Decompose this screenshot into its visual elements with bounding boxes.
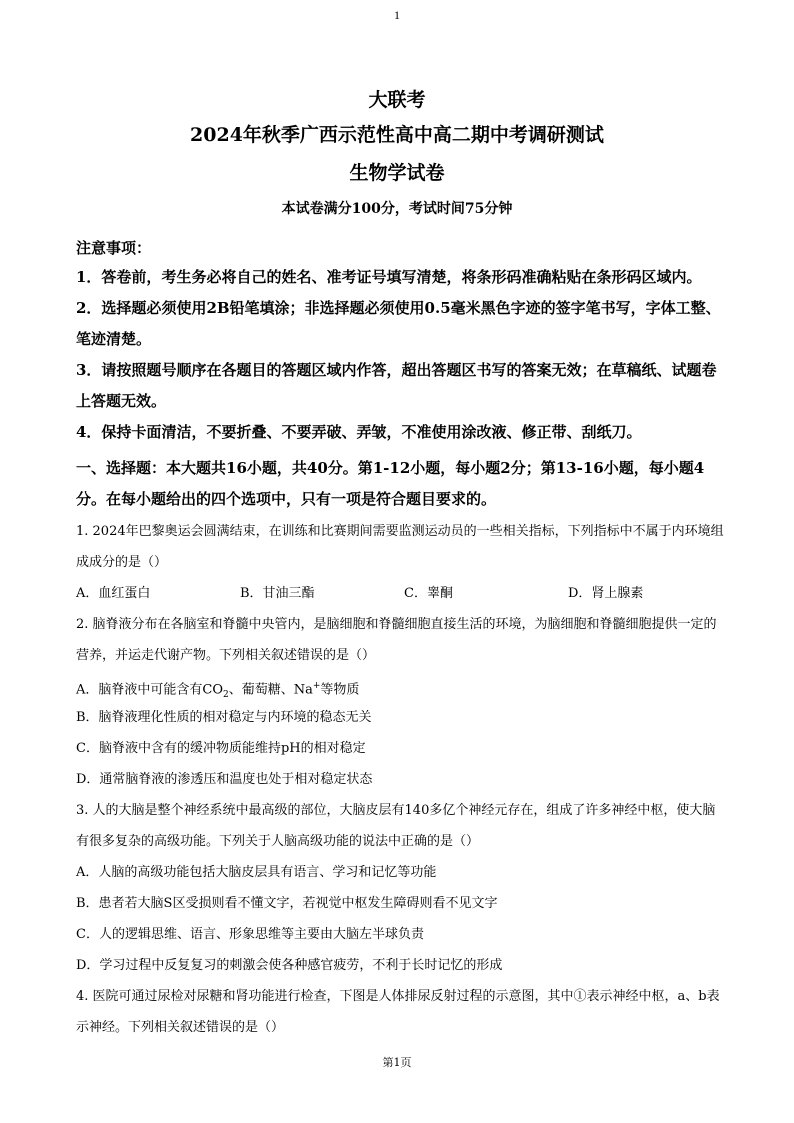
notice-item: 4．保持卡面清洁，不要折叠、不要弄破、弄皱，不准使用涂改液、修正带、刮纸刀。 bbox=[76, 423, 642, 441]
question-stem: 2. 脑脊液分布在各脑室和脊髓中央管内，是脑细胞和脊髓细胞直接生活的环境，为脑细胞和脊髓细胞提供一定的营养，并运走代谢产物。下列相关叙述错误的是（） bbox=[76, 617, 717, 663]
option-a bbox=[76, 671, 724, 702]
brand-title: 大联考 bbox=[368, 89, 426, 111]
notice-heading: 注意事项： bbox=[76, 239, 152, 257]
option-c: C．人的逻辑思维、语言、形象思维等主要由大脑左半球负责 bbox=[76, 927, 424, 942]
option-b: B．患者若大脑S区受损则看不懂文字，若视觉中枢发生障碍则看不见文字 bbox=[76, 896, 498, 911]
subscript: 2 bbox=[223, 689, 229, 700]
section-heading: 一、选择题：本大题共16小题，共40分。第1-12小题，每小题2分；第13-16小题，每小题4分。在每小题给出的四个选项中，只有一项是符合题目要求的。 bbox=[76, 459, 705, 508]
question-1 bbox=[76, 516, 724, 609]
notice-item: 2．选择题必须使用2B铅笔填涂；非选择题必须使用0.5毫米黑色字迹的签字笔书写，字体工整、笔迹清楚。 bbox=[76, 299, 721, 348]
question-stem: 3. 人的大脑是整个神经系统中最高级的部位，大脑皮层有140多亿个神经元存在，组成了许多神经中枢，使大脑有很多复杂的高级功能。下列关于人脑高级功能的说法中正确的是（） bbox=[76, 803, 716, 849]
option-a-text: 等物质 bbox=[320, 682, 360, 698]
option-row bbox=[76, 578, 724, 609]
question-2 bbox=[76, 609, 724, 795]
option-d: D．学习过程中反复复习的刺激会使各种感官疲劳，不利于长时记忆的形成 bbox=[76, 958, 503, 973]
option-a: A．血红蛋白 bbox=[76, 586, 151, 601]
option-a: A．人脑的高级功能包括大脑皮层具有语言、学习和记忆等功能 bbox=[76, 865, 437, 880]
option-c: C．脑脊液中含有的缓冲物质能维持pH的相对稳定 bbox=[76, 741, 366, 756]
option-a-text: 、葡萄糖、Na bbox=[228, 682, 313, 698]
option-c: C．睾酮 bbox=[404, 586, 453, 601]
notice-item: 3．请按照题号顺序在各题目的答题区域内作答，超出答题区书写的答案无效；在草稿纸、试题卷上答题无效。 bbox=[76, 361, 717, 410]
exam-header bbox=[0, 84, 794, 226]
superscript: + bbox=[312, 681, 321, 691]
option-b: B．甘油三酯 bbox=[240, 586, 315, 601]
question-4 bbox=[76, 981, 724, 1043]
page-number-top: 1 bbox=[394, 8, 400, 22]
question-stem: 1. 2024年巴黎奥运会圆满结束，在训练和比赛期间需要监测运动员的一些相关指标，下列指标中不属于内环境组成成分的是（） bbox=[76, 524, 724, 570]
option-b: B．脑脊液理化性质的相对稳定与内环境的稳态无关 bbox=[76, 710, 372, 725]
subject-title: 生物学试卷 bbox=[349, 162, 445, 184]
question-3 bbox=[76, 795, 724, 981]
exam-info: 本试卷满分100分，考试时间75分钟 bbox=[281, 201, 513, 217]
question-stem: 4. 医院可通过尿检对尿糖和肾功能进行检查，下图是人体排尿反射过程的示意图，其中①表示神经中枢，a、b表示神经。下列相关叙述错误的是（） bbox=[76, 989, 720, 1035]
option-d: D．肾上腺素 bbox=[568, 586, 644, 601]
question-list bbox=[76, 516, 724, 1043]
option-a-text: A．脑脊液中可能含有CO bbox=[76, 682, 223, 698]
notice-section bbox=[76, 234, 724, 448]
notice-item: 1．答卷前，考生务必将自己的姓名、准考证号填写清楚，将条形码准确粘贴在条形码区域内。 bbox=[76, 268, 702, 286]
option-d: D．通常脑脊液的渗透压和温度也处于相对稳定状态 bbox=[76, 772, 373, 787]
page-footer: 第1页 bbox=[382, 1056, 412, 1069]
exam-title: 2024年秋季广西示范性高中高二期中考调研测试 bbox=[190, 124, 604, 146]
